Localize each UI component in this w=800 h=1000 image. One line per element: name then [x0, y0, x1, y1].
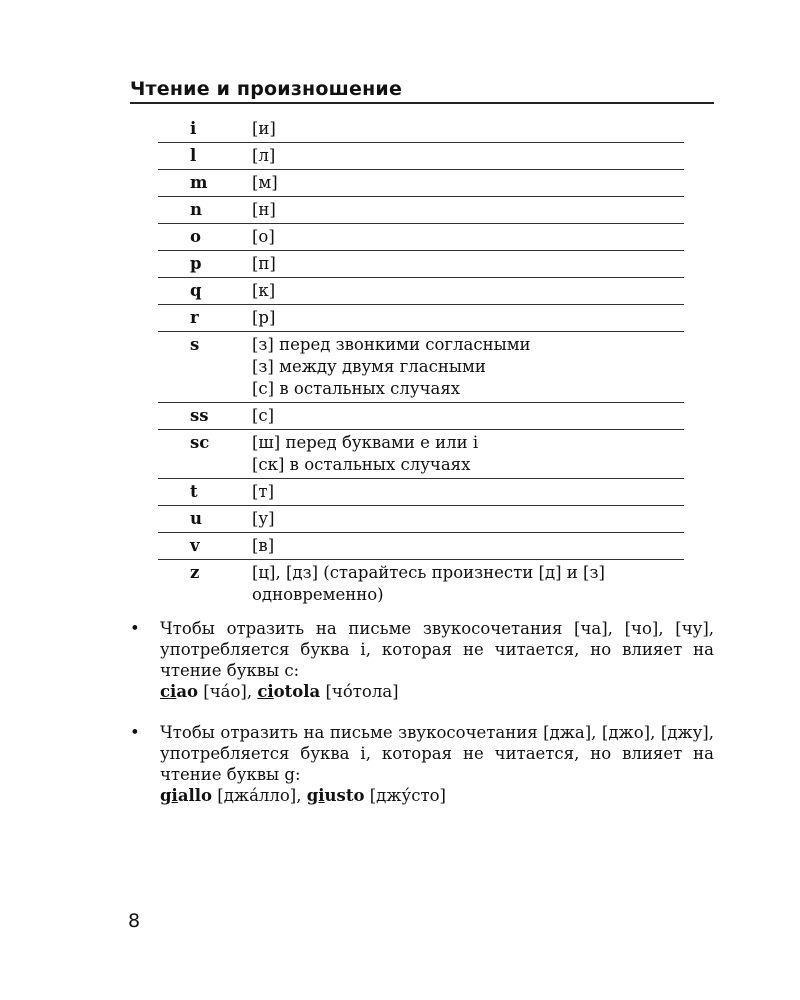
section-heading: Чтение и произношение — [130, 78, 714, 104]
sound-line: [з] перед звонкими согласными — [252, 335, 531, 354]
example-word — [160, 786, 212, 805]
bullet-item — [130, 722, 714, 806]
sound-line: [ск] в остальных случаях — [252, 455, 471, 474]
example-transcription: [джу́сто] — [364, 786, 446, 805]
sound-cell — [252, 253, 684, 275]
example-line — [160, 785, 714, 806]
example-word — [257, 682, 320, 701]
table-row — [158, 430, 684, 479]
example-transcription: [ча́о], — [198, 682, 258, 701]
sound-line: [ц], [дз] (старайтесь произнести [д] и [з] — [252, 563, 605, 582]
table-row — [158, 533, 684, 560]
example-underlined: ci — [257, 682, 274, 701]
sound-cell — [252, 118, 684, 140]
table-row — [158, 224, 684, 251]
table-row — [158, 143, 684, 170]
sound-cell — [252, 432, 684, 476]
pronunciation-table — [158, 116, 684, 608]
letter-cell: sc — [190, 433, 210, 452]
table-row — [158, 560, 684, 608]
sound-line: [н] — [252, 200, 276, 219]
letter-cell: r — [190, 308, 199, 327]
table-row — [158, 116, 684, 143]
letter-cell: u — [190, 509, 202, 528]
letter-cell: ss — [190, 406, 209, 425]
table-row — [158, 506, 684, 533]
sound-line: [ш] перед буквами e или i — [252, 433, 479, 452]
letter-cell: s — [190, 335, 200, 354]
letter-cell: z — [190, 563, 200, 582]
sound-cell — [252, 145, 684, 167]
sound-line: [л] — [252, 146, 276, 165]
bullet-text: Чтобы отразить на письме звукосочетания [ча], [чо], [чу], употребляется буква i, которая не читается, но влияет на чтение буквы c: — [160, 619, 714, 680]
example-word — [160, 682, 198, 701]
sound-cell — [252, 334, 684, 400]
example-word — [307, 786, 365, 805]
letter-cell: q — [190, 281, 202, 300]
bullet-item — [130, 618, 714, 702]
sound-line: [м] — [252, 173, 278, 192]
sound-line: [с] — [252, 406, 275, 425]
sound-line: [о] — [252, 227, 275, 246]
sound-cell — [252, 535, 684, 557]
letter-cell: t — [190, 482, 198, 501]
sound-line: [з] между двумя гласными — [252, 357, 486, 376]
example-underlined: gi — [306, 786, 325, 805]
sound-cell — [252, 307, 684, 329]
table-row — [158, 251, 684, 278]
sound-line: [т] — [252, 482, 275, 501]
sound-cell — [252, 199, 684, 221]
example-line — [160, 681, 714, 702]
example-underlined: ci — [160, 682, 177, 701]
sound-line: [с] в остальных случаях — [252, 379, 461, 398]
example-underlined: gi — [160, 786, 178, 805]
sound-line: [п] — [252, 254, 276, 273]
page-number: 8 — [128, 910, 141, 932]
table-row — [158, 170, 684, 197]
bullet-text: Чтобы отразить на письме звукосочетания [джа], [джо], [джу], употребляется буква i, которая не читается, но влияет на чтение буквы g: — [160, 723, 714, 784]
letter-cell: p — [190, 254, 202, 273]
letter-cell: l — [190, 146, 197, 165]
sound-line: [и] — [252, 119, 276, 138]
sound-line: одновременно) — [252, 585, 384, 604]
sound-cell — [252, 481, 684, 503]
bullet-icon: • — [130, 723, 140, 742]
sound-cell — [252, 508, 684, 530]
table-row — [158, 197, 684, 224]
sound-line: [р] — [252, 308, 276, 327]
letter-cell: n — [190, 200, 202, 219]
table-row — [158, 479, 684, 506]
example-transcription: [джа́лло], — [212, 786, 307, 805]
table-row — [158, 403, 684, 430]
sound-cell — [252, 280, 684, 302]
table-row — [158, 332, 684, 403]
sound-line: [к] — [252, 281, 276, 300]
example-word-rest: ao — [176, 682, 199, 701]
letter-cell: v — [190, 536, 200, 555]
bullet-icon: • — [130, 619, 140, 638]
sound-line: [у] — [252, 509, 275, 528]
sound-line: [в] — [252, 536, 275, 555]
example-word-rest: usto — [324, 786, 365, 805]
notes-list — [130, 618, 714, 826]
table-row — [158, 305, 684, 332]
example-transcription: [чо́тола] — [320, 682, 399, 701]
sound-cell — [252, 172, 684, 194]
letter-cell: m — [190, 173, 208, 192]
example-word-rest: allo — [177, 786, 213, 805]
example-word-rest: otola — [273, 682, 321, 701]
sound-cell — [252, 405, 684, 427]
sound-cell — [252, 562, 684, 606]
letter-cell: o — [190, 227, 202, 246]
sound-cell — [252, 226, 684, 248]
letter-cell: i — [190, 119, 197, 138]
table-row — [158, 278, 684, 305]
